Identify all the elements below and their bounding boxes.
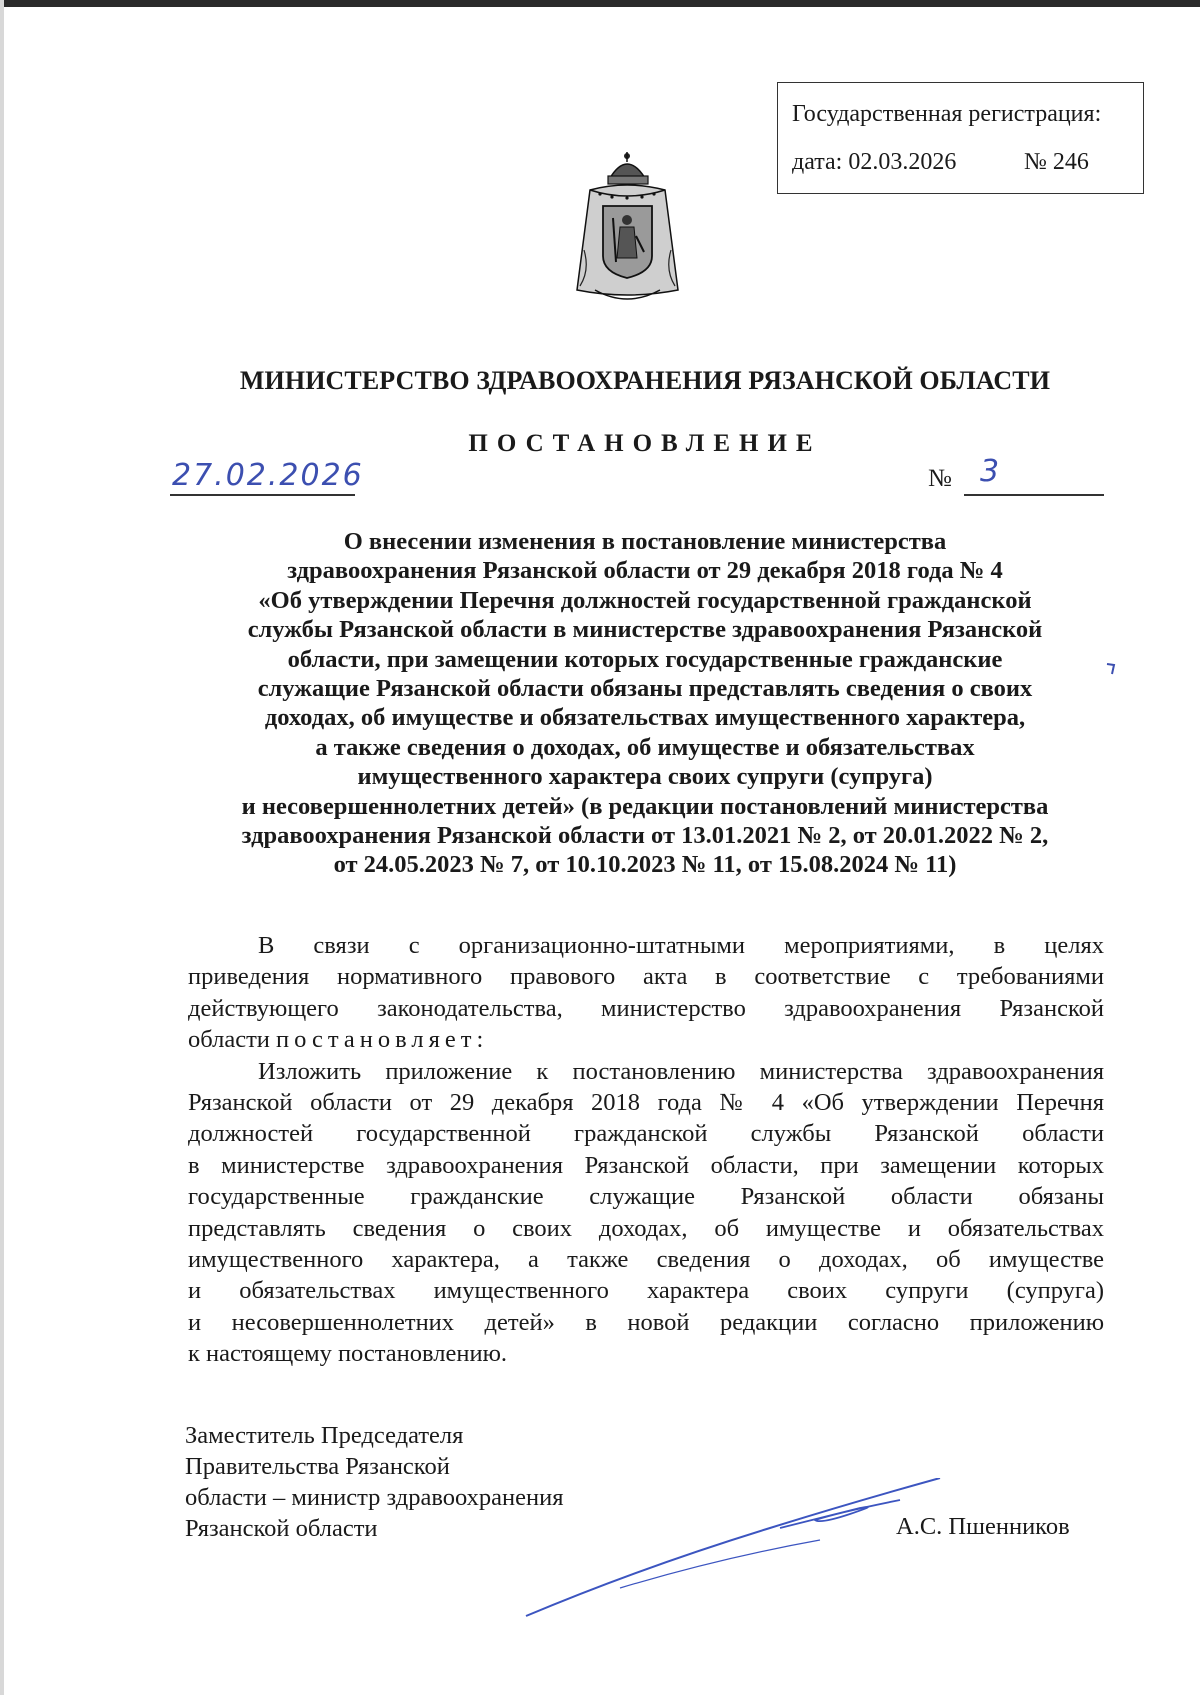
document-type: ПОСТАНОВЛЕНИЕ	[468, 430, 822, 457]
ink-speck	[1105, 662, 1117, 676]
signatory-line: Рязанской области	[185, 1515, 378, 1542]
scan-border-left	[0, 0, 4, 1695]
paragraph-line: должностей государственной гражданской службы Рязанской области	[188, 1120, 1104, 1148]
resolves-word: постановляет:	[276, 1026, 489, 1054]
heading-line: О внесении изменения в постановление министерства	[343, 528, 947, 555]
heading-line: доходах, об имуществе и обязательствах имущественного характера,	[264, 704, 1026, 732]
registration-title: Государственная регистрация:	[792, 101, 1102, 127]
ministry-name: МИНИСТЕРСТВО ЗДРАВООХРАНЕНИЯ РЯЗАНСКОЙ ОБЛАСТИ	[239, 366, 1051, 395]
registration-stamp	[777, 82, 1144, 194]
paragraph-line: государственные гражданские служащие Рязанской области обязаны	[188, 1183, 1104, 1211]
ryazan-coat-of-arms-icon	[570, 150, 685, 306]
paragraph-line: в министерстве здравоохранения Рязанской области, при замещении которых	[188, 1151, 1104, 1179]
document-number-label: №	[928, 465, 952, 492]
paragraph-line	[188, 1024, 1104, 1055]
signatory-line: области – министр здравоохранения	[185, 1484, 564, 1511]
heading-line: от 24.05.2023 № 7, от 10.10.2023 № 11, от 15.08.2024 № 11)	[333, 851, 957, 879]
document-body	[188, 930, 1104, 1369]
signer-name: А.С. Пшенников	[896, 1513, 1070, 1540]
signatory-line: Правительства Рязанской	[185, 1453, 450, 1480]
registration-date: дата: 02.03.2026	[792, 149, 957, 175]
heading-line: службы Рязанской области в министерстве здравоохранения Рязанской	[247, 616, 1043, 644]
date-underline	[170, 494, 355, 496]
signatory-title	[185, 1420, 563, 1544]
paragraph-line: и обязательствах имущественного характера своих супруги (супруга)	[188, 1277, 1104, 1305]
heading-line: служащие Рязанской области обязаны представлять сведения о своих	[257, 675, 1033, 703]
signatory-line: Заместитель Председателя	[185, 1422, 464, 1449]
paragraph-line: Изложить приложение к постановлению министерства здравоохранения	[258, 1057, 1104, 1085]
document-heading	[170, 527, 1120, 880]
paragraph-line: приведения нормативного правового акта в соответствие с требованиями	[188, 963, 1104, 991]
handwritten-signature	[520, 1478, 950, 1628]
paragraph-line: действующего законодательства, министерство здравоохранения Рязанской	[188, 994, 1104, 1022]
heading-line: области, при замещении которых государственные гражданские	[287, 645, 1003, 673]
paragraph-line: имущественного характера, а также сведения о доходах, об имуществе	[188, 1245, 1104, 1273]
heading-line: имущественного характера своих супруги (супруга)	[357, 763, 933, 791]
heading-line: а также сведения о доходах, об имуществе и обязательствах	[315, 733, 975, 761]
paragraph-line: Рязанской области от 29 декабря 2018 года № 4 «Об утверждении Перечня	[188, 1088, 1104, 1116]
paragraph-line: В связи с организационно-штатными мероприятиями, в целях	[258, 932, 1104, 959]
heading-line: здравоохранения Рязанской области от 29 декабря 2018 года № 4	[287, 557, 1003, 585]
paragraph-line: и несовершеннолетних детей» в новой редакции согласно приложению	[188, 1308, 1104, 1336]
heading-line: «Об утверждении Перечня должностей государственной гражданской	[258, 586, 1032, 614]
heading-line: и несовершеннолетних детей» (в редакции постановлений министерства	[241, 792, 1049, 820]
paragraph-line: представлять сведения о своих доходах, об имуществе и обязательствах	[188, 1214, 1104, 1242]
document-number: 3	[980, 454, 1000, 489]
paragraph-line: к настоящему постановлению.	[188, 1340, 508, 1368]
number-underline	[964, 494, 1104, 496]
registration-number: № 246	[1024, 149, 1089, 175]
scan-border-top	[0, 0, 1200, 7]
paragraph-line-prefix: области	[188, 1026, 270, 1054]
heading-line: здравоохранения Рязанской области от 13.01.2021 № 2, от 20.01.2022 № 2,	[241, 822, 1049, 850]
document-date: 27.02.2026	[172, 458, 364, 493]
